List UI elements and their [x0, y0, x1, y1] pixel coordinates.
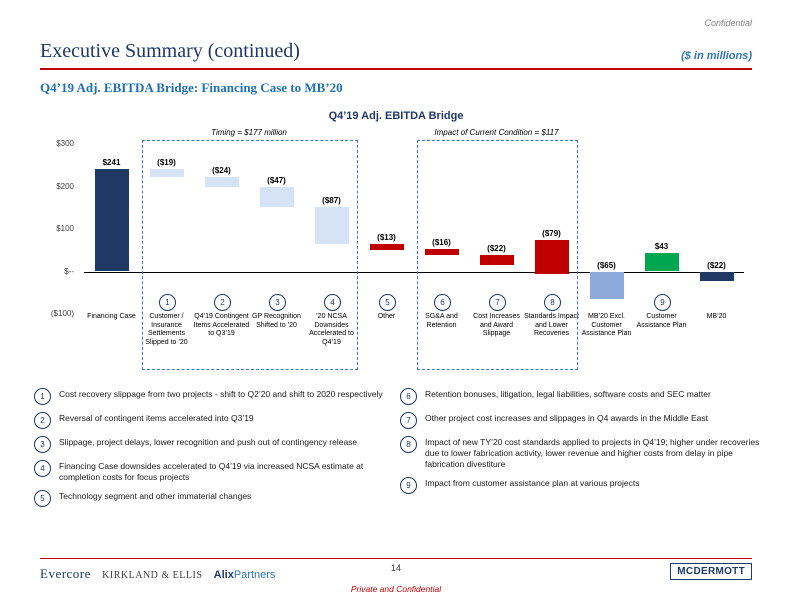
- bar-value-label: $241: [102, 158, 121, 168]
- footnotes-left-column: [34, 388, 389, 514]
- chart-marker-2: 2: [214, 294, 231, 311]
- y-axis-tick: $200: [56, 181, 74, 191]
- footnote-9: [400, 477, 764, 494]
- bar-6: [370, 244, 404, 250]
- footnote-text: Slippage, project delays, lower recognition and push out of contingency release: [59, 437, 358, 447]
- footnote-text: Reversal of contingent items accelerated into Q3’19: [59, 413, 254, 423]
- x-axis-category-label: ’20 NCSA Downsides Accelerated to Q4’19: [309, 313, 354, 346]
- footnote-marker-7: 7: [400, 412, 417, 429]
- x-axis-category-label: Customer Assistance Plan: [636, 313, 687, 329]
- section-subtitle: Q4’19 Adj. EBITDA Bridge: Financing Case to MB’20: [40, 80, 343, 95]
- chart-marker-9: 9: [654, 294, 671, 311]
- bar-value-label: ($22): [487, 244, 506, 254]
- chart-marker-3: 3: [269, 294, 286, 311]
- units-label: ($ in millions): [681, 50, 752, 62]
- page-number: 14: [390, 563, 401, 573]
- group-annotation-1: Timing = $177 million: [211, 128, 287, 137]
- footnote-2: [34, 412, 389, 429]
- bar-value-label: ($79): [542, 229, 561, 239]
- footnote-marker-6: 6: [400, 388, 417, 405]
- bar-value-label: ($65): [597, 260, 616, 270]
- x-axis-category-label: Cost Increases and Award Slippage: [473, 313, 520, 337]
- bar-value-label: ($13): [377, 233, 396, 243]
- chart-marker-8: 8: [544, 294, 561, 311]
- ebitda-bridge-chart: [40, 130, 752, 380]
- footnote-marker-1: 1: [34, 388, 51, 405]
- bar-10: [590, 272, 624, 300]
- footnote-6: [400, 388, 764, 405]
- bar-value-label: ($24): [212, 166, 231, 176]
- bar-12: [700, 272, 734, 281]
- footnote-marker-5: 5: [34, 490, 51, 507]
- group-box-1: [142, 140, 358, 370]
- x-axis-category-label: SG&A and Retention: [425, 313, 458, 329]
- x-axis-category-label: MB’20: [706, 313, 727, 320]
- confidential-marker: Confidential: [704, 18, 752, 28]
- footnote-marker-8: 8: [400, 436, 417, 453]
- footnote-1: [34, 388, 389, 405]
- y-axis-tick: $300: [56, 139, 74, 148]
- x-axis-category-label: Other: [377, 313, 396, 320]
- bar-11: [645, 253, 679, 271]
- group-box-2: [417, 140, 578, 370]
- footnote-5: [34, 490, 389, 507]
- private-confidential-label: Private and Confidential: [350, 584, 442, 594]
- x-axis-category-label: Customer / Insurance Settlements Slipped to ’20: [145, 313, 188, 346]
- chart-marker-6: 6: [434, 294, 451, 311]
- footnote-text: Retention bonuses, litigation, legal liabilities, software costs and SEC matter: [425, 389, 711, 399]
- chart-marker-4: 4: [324, 294, 341, 311]
- footnote-text: Other project cost increases and slippages in Q4 awards in the Middle East: [425, 413, 709, 423]
- footnote-marker-3: 3: [34, 436, 51, 453]
- footnote-text: Impact of new TY’20 cost standards applied to projects in Q4’19; higher under recoveries due to lower fabrication activity, lower revenue and higher costs from delay in pipe fabrication divestiture: [425, 437, 760, 469]
- y-axis-tick: ($100): [50, 309, 74, 318]
- bar-1: [95, 169, 129, 271]
- chart-marker-5: 5: [379, 294, 396, 311]
- y-axis-tick: $100: [56, 224, 74, 233]
- x-axis-category-label: Q4’19 Contingent Items Accelerated to Q3’19: [193, 313, 250, 337]
- x-axis-category-label: MB’20 Excl. Customer Assistance Plan: [581, 313, 632, 337]
- kirkland-ellis-logo: KIRKLAND & ELLIS: [102, 570, 203, 581]
- bar-value-label: $43: [654, 242, 669, 252]
- mcdermott-logo: MCDERMOTT: [670, 563, 752, 580]
- footnote-text: Technology segment and other immaterial changes: [59, 491, 252, 501]
- bar-value-label: ($22): [707, 260, 726, 270]
- chart-marker-7: 7: [489, 294, 506, 311]
- alixpartners-logo: AlixPartners: [213, 569, 276, 581]
- footnote-text: Cost recovery slippage from two projects - shift to Q2’20 and shift to 2020 respectively: [59, 389, 383, 399]
- x-axis-category-label: GP Recognition Shifted to ’20: [252, 313, 301, 329]
- footnote-marker-4: 4: [34, 460, 51, 477]
- footnote-text: Impact from customer assistance plan at various projects: [425, 478, 640, 488]
- x-axis-category-label: Standards Impact and Lower Recoveries: [524, 313, 579, 337]
- footnotes-right-column: [400, 388, 764, 501]
- evercore-logo: Evercore: [40, 566, 91, 581]
- footnote-7: [400, 412, 764, 429]
- bar-value-label: ($87): [322, 196, 341, 206]
- chart-marker-1: 1: [159, 294, 176, 311]
- footnote-3: [34, 436, 389, 453]
- y-axis-tick: $--: [64, 266, 74, 276]
- footnote-8: [400, 436, 764, 470]
- footnote-marker-2: 2: [34, 412, 51, 429]
- footer-divider: [40, 558, 752, 559]
- x-axis-category-label: Financing Case: [87, 313, 136, 320]
- bar-value-label: ($16): [432, 237, 451, 247]
- bar-value-label: ($47): [267, 176, 286, 186]
- chart-title: Q4’19 Adj. EBITDA Bridge: [328, 110, 464, 122]
- title-divider: [40, 68, 752, 70]
- bar-value-label: ($19): [157, 158, 176, 168]
- footnote-marker-9: 9: [400, 477, 417, 494]
- footnote-4: [34, 460, 389, 483]
- page-title: Executive Summary (continued): [40, 40, 300, 62]
- group-annotation-2: Impact of Current Condition = $117: [434, 128, 559, 137]
- footnote-text: Financing Case downsides accelerated to Q4’19 via increased NCSA estimate at completion costs for focus projects: [59, 461, 364, 482]
